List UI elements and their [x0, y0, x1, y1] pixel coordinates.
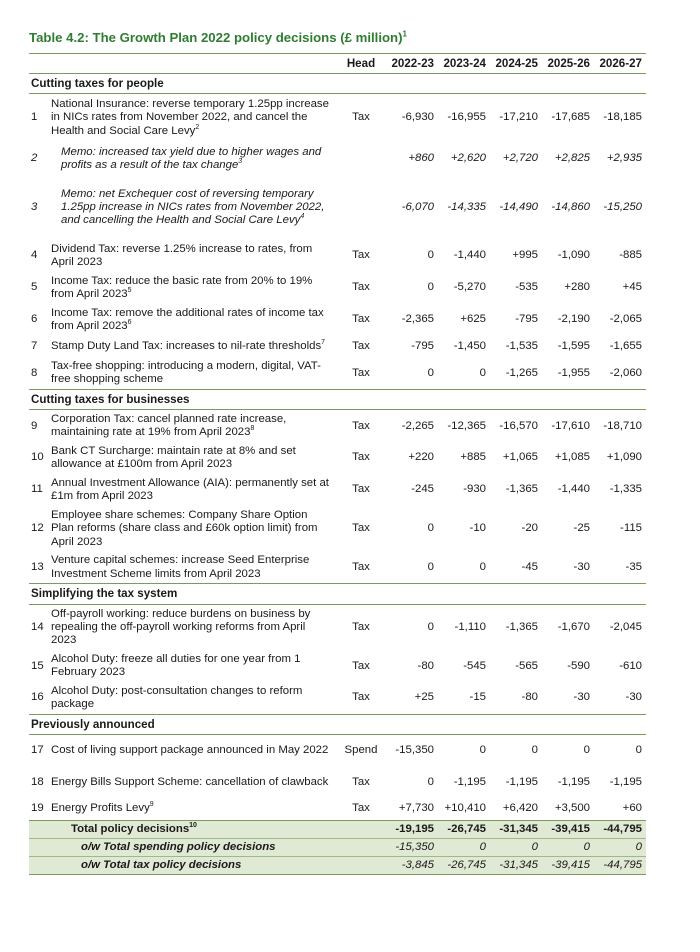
row-description	[51, 766, 336, 798]
row-description	[51, 142, 336, 176]
table-row	[29, 272, 646, 304]
section-row	[29, 390, 646, 410]
row-number: 4	[31, 249, 38, 262]
value-cell: +2,620	[450, 152, 486, 165]
row-number: 19	[31, 802, 44, 815]
value-cell: -26,745	[438, 820, 490, 838]
value-cell: 0	[427, 561, 434, 574]
title-footnote: 1	[402, 29, 407, 39]
value-cell: -1,195	[453, 775, 486, 788]
value-cell: -14,335	[447, 201, 486, 214]
value-cell: -2,065	[609, 313, 642, 326]
value-cell: +1,090	[606, 451, 642, 464]
row-head: Spend	[344, 743, 378, 756]
row-number: 5	[31, 281, 38, 294]
row-head	[336, 839, 386, 857]
table-row	[29, 604, 646, 650]
table-row	[29, 734, 646, 766]
table-row	[29, 506, 646, 552]
row-number: 15	[31, 659, 44, 672]
row-number: 17	[31, 743, 44, 756]
value-cell: 0	[438, 839, 490, 857]
row-description	[51, 650, 336, 682]
value-cell: -545	[463, 659, 486, 672]
row-head	[336, 857, 386, 875]
value-cell: -20	[521, 522, 538, 535]
footnote-marker: 5	[127, 286, 132, 294]
value-cell: +60	[622, 802, 642, 815]
value-cell: -10	[469, 522, 486, 535]
value-cell: 0	[635, 743, 642, 756]
value-cell: -80	[417, 659, 434, 672]
row-description	[51, 442, 336, 474]
value-cell: 0	[427, 775, 434, 788]
table-row	[29, 766, 646, 798]
row-description	[51, 336, 336, 358]
value-cell: -12,365	[447, 419, 486, 432]
description-text: Alcohol Duty: freeze all duties for one year from 1 February 2023	[51, 652, 301, 679]
policy-decisions-table	[29, 54, 646, 875]
row-head: Tax	[352, 419, 370, 432]
value-cell: -1,365	[505, 620, 538, 633]
value-cell: 0	[479, 366, 486, 379]
total-row	[29, 820, 646, 838]
value-cell: +45	[622, 281, 642, 294]
value-cell: -6,070	[401, 201, 434, 214]
value-cell: -16,570	[499, 419, 538, 432]
row-description	[51, 734, 336, 766]
subtotal-row	[29, 839, 646, 857]
row-number	[29, 857, 51, 875]
column-header-2022-23: 2022-23	[386, 54, 438, 74]
value-cell: -565	[515, 659, 538, 672]
section-label: Simplifying the tax system	[29, 584, 646, 604]
value-cell: +885	[460, 451, 486, 464]
value-cell: +10,410	[444, 802, 486, 815]
row-description	[51, 682, 336, 714]
column-header-2026-27: 2026-27	[594, 54, 646, 74]
value-cell: -3,845	[386, 857, 438, 875]
value-cell: -30	[625, 691, 642, 704]
row-number: 13	[31, 561, 44, 574]
value-cell: -590	[567, 659, 590, 672]
row-head: Tax	[352, 483, 370, 496]
row-number: 18	[31, 775, 44, 788]
value-cell: -44,795	[594, 857, 646, 875]
description-text: Annual Investment Allowance (AIA): permanently set at £1m from April 2023	[51, 476, 329, 502]
value-cell: 0	[427, 522, 434, 535]
value-cell: 0	[479, 743, 486, 756]
value-cell: -14,860	[551, 201, 590, 214]
section-row	[29, 584, 646, 604]
value-cell: -1,265	[505, 366, 538, 379]
value-cell: -1,535	[505, 340, 538, 353]
value-cell: -25	[573, 522, 590, 535]
table-row	[29, 650, 646, 682]
value-cell: -1,595	[557, 340, 590, 353]
value-cell: -1,110	[454, 620, 486, 633]
value-cell: 0	[427, 366, 434, 379]
row-head	[336, 820, 386, 838]
value-cell: -1,670	[557, 620, 590, 633]
row-description	[51, 839, 336, 857]
value-cell: -1,365	[505, 483, 538, 496]
header-blank	[29, 54, 51, 74]
value-cell: -930	[463, 483, 486, 496]
footnote-marker: 9	[149, 801, 154, 809]
table-row	[29, 94, 646, 142]
value-cell: -16,955	[447, 111, 486, 124]
row-number: 10	[31, 451, 44, 464]
section-row	[29, 714, 646, 734]
subtotal-row	[29, 857, 646, 875]
table-title-text: Table 4.2: The Growth Plan 2022 policy decisions (£ million)	[29, 30, 403, 45]
row-number: 3	[31, 201, 38, 214]
row-number: 1	[31, 111, 38, 124]
row-head: Tax	[352, 691, 370, 704]
value-cell: -1,335	[609, 483, 642, 496]
row-number: 9	[31, 419, 38, 432]
footnote-marker: 2	[195, 123, 200, 131]
value-cell: -39,415	[542, 857, 594, 875]
value-cell: +25	[414, 691, 434, 704]
value-cell: +1,065	[502, 451, 538, 464]
value-cell: +625	[460, 313, 486, 326]
row-description	[51, 506, 336, 552]
value-cell: -1,440	[453, 249, 486, 262]
value-cell: -1,450	[453, 340, 486, 353]
value-cell: +220	[408, 451, 434, 464]
row-number	[29, 820, 51, 838]
footnote-marker: 10	[189, 822, 197, 830]
column-header-2023-24: 2023-24	[438, 54, 490, 74]
description-text: Energy Bills Support Scheme: cancellation of clawback	[51, 775, 329, 788]
row-head	[336, 142, 386, 176]
description-text: Income Tax: reduce the basic rate from 20% to 19% from April 2023	[51, 274, 313, 300]
value-cell: 0	[583, 743, 590, 756]
section-label: Cutting taxes for people	[29, 74, 646, 94]
description-text: National Insurance: reverse temporary 1.25pp increase in NICs rates from November 2022, and cancel the Health and Social Care Levy	[51, 98, 329, 137]
row-description	[51, 176, 336, 240]
table-row	[29, 474, 646, 506]
row-number	[29, 839, 51, 857]
description-text: Off-payroll working: reduce burdens on business by repealing the off-payroll working reforms from April 2023	[51, 607, 311, 646]
table-body	[29, 74, 646, 875]
value-cell: +280	[564, 281, 590, 294]
value-cell: -17,685	[551, 111, 590, 124]
footnote-marker: 7	[321, 339, 326, 347]
value-cell: -1,955	[557, 366, 590, 379]
value-cell: -14,490	[499, 201, 538, 214]
header-row	[29, 54, 646, 74]
footnote-marker: 3	[238, 157, 243, 165]
row-head: Tax	[352, 249, 370, 262]
value-cell: -39,415	[542, 820, 594, 838]
value-cell: 0	[542, 839, 594, 857]
table-row	[29, 552, 646, 584]
description-text: Corporation Tax: cancel planned rate increase, maintaining rate at 19% from April 2023	[51, 412, 287, 439]
description-text: Energy Profits Levy	[51, 802, 150, 815]
description-text: Memo: net Exchequer cost of reversing temporary 1.25pp increase in NICs rates from November 2022, and cancelling the Health and Social Care Levy	[61, 187, 325, 227]
row-head: Tax	[352, 775, 370, 788]
value-cell: -115	[620, 522, 642, 535]
value-cell: -45	[521, 561, 538, 574]
row-description	[51, 304, 336, 336]
value-cell: -15,250	[603, 201, 642, 214]
row-description	[51, 604, 336, 650]
row-head: Tax	[352, 522, 370, 535]
value-cell: -1,195	[505, 775, 538, 788]
row-number: 7	[31, 340, 38, 353]
value-cell: -18,185	[603, 111, 642, 124]
value-cell: +7,730	[398, 802, 434, 815]
table-row	[29, 336, 646, 358]
description-text: Cost of living support package announced in May 2022	[51, 743, 329, 756]
value-cell: 0	[427, 249, 434, 262]
value-cell: -245	[411, 483, 434, 496]
value-cell: -2,045	[609, 620, 642, 633]
row-description	[51, 240, 336, 272]
row-head: Tax	[352, 313, 370, 326]
table-title	[29, 30, 407, 45]
row-description	[51, 94, 336, 142]
column-header-head: Head	[336, 54, 386, 74]
value-cell: -15	[469, 691, 486, 704]
value-cell: -19,195	[386, 820, 438, 838]
row-number: 11	[31, 483, 43, 496]
row-head: Tax	[352, 281, 370, 294]
row-head: Tax	[352, 366, 370, 379]
value-cell: +2,825	[554, 152, 590, 165]
row-description	[51, 552, 336, 584]
column-header-2024-25: 2024-25	[490, 54, 542, 74]
table-row	[29, 240, 646, 272]
value-cell: -17,210	[499, 111, 538, 124]
description-text: Alcohol Duty: post-consultation changes to reform package	[51, 684, 303, 710]
section-label: Previously announced	[29, 714, 646, 734]
value-cell: 0	[490, 839, 542, 857]
row-number: 14	[31, 620, 44, 633]
row-description	[51, 358, 336, 390]
value-cell: 0	[594, 839, 646, 857]
value-cell: -15,350	[395, 743, 434, 756]
row-head: Tax	[352, 659, 370, 672]
description-text: o/w Total spending policy decisions	[81, 841, 276, 854]
table-row	[29, 304, 646, 336]
value-cell: -30	[573, 561, 590, 574]
value-cell: +1,085	[554, 451, 590, 464]
value-cell: 0	[427, 620, 434, 633]
table-row	[29, 410, 646, 442]
row-description	[51, 857, 336, 875]
description-text: Income Tax: remove the additional rates of income tax from April 2023	[51, 306, 324, 332]
section-label: Cutting taxes for businesses	[29, 390, 646, 410]
section-row	[29, 74, 646, 94]
row-head: Tax	[352, 340, 370, 353]
value-cell: +6,420	[502, 802, 538, 815]
value-cell: -1,195	[609, 775, 642, 788]
value-cell: -5,270	[453, 281, 486, 294]
table-row	[29, 176, 646, 240]
table-row	[29, 142, 646, 176]
footnote-marker: 6	[127, 318, 132, 326]
value-cell: -1,655	[609, 340, 642, 353]
value-cell: -44,795	[594, 820, 646, 838]
value-cell: -6,930	[401, 111, 434, 124]
row-head	[336, 176, 386, 240]
table-row	[29, 682, 646, 714]
value-cell: -1,195	[557, 775, 590, 788]
value-cell: 0	[479, 561, 486, 574]
table-row	[29, 798, 646, 820]
value-cell: -2,190	[557, 313, 590, 326]
value-cell: -18,710	[603, 419, 642, 432]
description-text: o/w Total tax policy decisions	[81, 859, 242, 872]
row-description	[51, 798, 336, 820]
value-cell: +3,500	[554, 802, 590, 815]
description-text: Bank CT Surcharge: maintain rate at 8% and set allowance at £100m from April 2023	[51, 444, 296, 470]
row-number: 8	[31, 366, 38, 379]
value-cell: -610	[619, 659, 642, 672]
value-cell: -2,060	[609, 366, 642, 379]
row-head: Tax	[352, 561, 370, 574]
row-head: Tax	[352, 111, 370, 124]
value-cell: -31,345	[490, 820, 542, 838]
value-cell: +2,720	[502, 152, 538, 165]
value-cell: -1,440	[557, 483, 590, 496]
value-cell: -2,365	[401, 313, 434, 326]
value-cell: -885	[619, 249, 642, 262]
value-cell: -80	[521, 691, 538, 704]
value-cell: +2,935	[606, 152, 642, 165]
description-text: Tax-free shopping: introducing a modern, digital, VAT-free shopping scheme	[51, 360, 321, 386]
value-cell: 0	[427, 281, 434, 294]
value-cell: -26,745	[438, 857, 490, 875]
footnote-marker: 8	[250, 425, 255, 433]
row-description	[51, 474, 336, 506]
table-row	[29, 358, 646, 390]
description-text: Stamp Duty Land Tax: increases to nil-rate thresholds	[51, 340, 322, 353]
row-number: 2	[31, 152, 38, 165]
column-header-2025-26: 2025-26	[542, 54, 594, 74]
value-cell: +860	[408, 152, 434, 165]
value-cell: -17,610	[551, 419, 590, 432]
row-description	[51, 820, 336, 838]
footnote-marker: 4	[300, 213, 305, 221]
description-text: Venture capital schemes: increase Seed Enterprise Investment Scheme limits from April 2023	[51, 554, 310, 580]
value-cell: -35	[625, 561, 642, 574]
row-number: 16	[31, 691, 44, 704]
value-cell: -1,090	[557, 249, 590, 262]
row-head: Tax	[352, 620, 370, 633]
value-cell: 0	[531, 743, 538, 756]
description-text: Employee share schemes: Company Share Option Plan reforms (share class and £60k option limit) from April 2023	[51, 509, 318, 548]
value-cell: -795	[515, 313, 538, 326]
table-row	[29, 442, 646, 474]
row-description	[51, 410, 336, 442]
row-description	[51, 272, 336, 304]
row-head: Tax	[352, 802, 370, 815]
value-cell: -535	[515, 281, 538, 294]
description-text: Memo: increased tax yield due to higher wages and profits as a result of the tax change	[61, 145, 322, 171]
value-cell: -2,265	[401, 419, 434, 432]
row-number: 6	[31, 313, 38, 326]
header-blank	[51, 54, 336, 74]
value-cell: +995	[512, 249, 538, 262]
value-cell: -31,345	[490, 857, 542, 875]
row-head: Tax	[352, 451, 370, 464]
description-text: Dividend Tax: reverse 1.25% increase to rates, from April 2023	[51, 242, 313, 268]
row-number: 12	[31, 522, 44, 535]
value-cell: -15,350	[386, 839, 438, 857]
value-cell: -795	[411, 340, 434, 353]
description-text: Total policy decisions	[71, 822, 190, 835]
value-cell: -30	[573, 691, 590, 704]
